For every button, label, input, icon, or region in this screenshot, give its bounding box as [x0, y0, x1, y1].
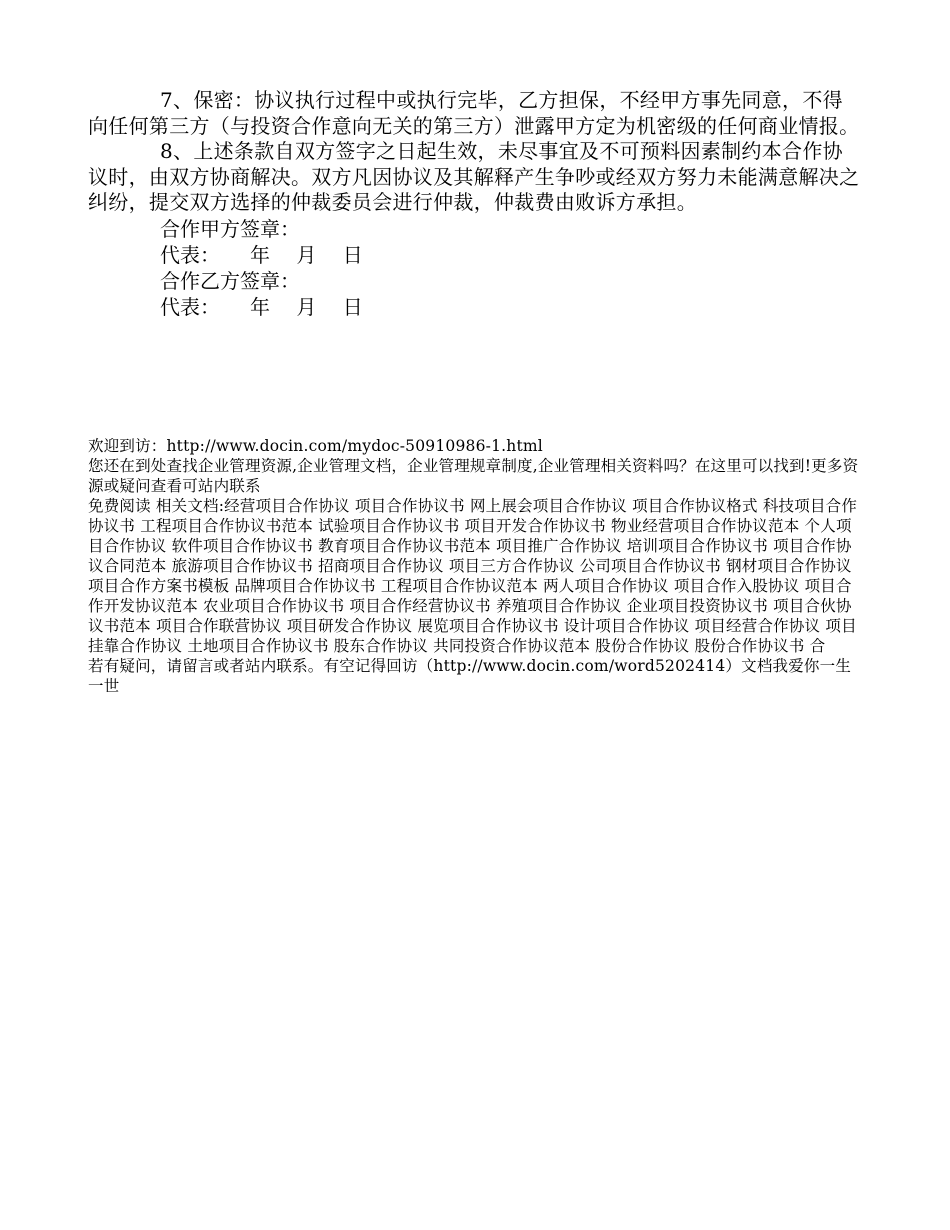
docin-footer — [88, 436, 863, 696]
related-doc-link[interactable]: 经营项目合作协议 — [224, 497, 350, 515]
related-doc-link[interactable]: 两人项目合作协议 — [543, 577, 669, 595]
related-doc-link[interactable]: 共同投资合作协议范本 — [433, 637, 591, 655]
related-doc-link[interactable]: 项目合作经营协议书 — [349, 597, 491, 615]
clause-7: 7、保密：协议执行过程中或执行完毕，乙方担保，不经甲方事先同意，不得向任何第三方（与投资合作意向无关的第三方）泄露甲方定为机密级的任何商业情报。 — [88, 88, 860, 138]
related-doc-link[interactable]: 旅游项目合作协议书 — [171, 557, 313, 575]
related-doc-link[interactable]: 项目合作协议合同范本 — [88, 537, 852, 575]
party-a-rep-date: 代表： 年 月 日 — [160, 242, 363, 267]
related-doc-link[interactable]: 项目经营合作协议 — [694, 617, 821, 635]
related-doc-link[interactable]: 招商项目合作协议 — [318, 557, 444, 575]
related-doc-link[interactable]: 项目三方合作协议 — [448, 557, 575, 575]
related-doc-link[interactable]: 公司项目合作协议书 — [579, 557, 721, 575]
related-doc-link[interactable]: 项目合作协议格式 — [632, 497, 758, 515]
related-doc-link[interactable]: 土地项目合作协议书 — [187, 637, 329, 655]
related-doc-link[interactable]: 物业经营项目合作协议范本 — [611, 517, 800, 535]
related-doc-link[interactable]: 项目合伙协议书范本 — [88, 597, 852, 635]
related-doc-link[interactable]: 展览项目合作协议书 — [417, 617, 559, 635]
related-doc-link[interactable]: 网上展会项目合作协议 — [469, 497, 627, 515]
related-doc-link[interactable]: 项目开发合作协议书 — [464, 517, 606, 535]
related-doc-link[interactable]: 项目挂靠合作协议 — [88, 617, 857, 655]
related-doc-link[interactable]: 培训项目合作协议书 — [626, 537, 769, 555]
related-docs-list — [88, 497, 857, 655]
related-doc-link[interactable]: 工程项目合作协议书范本 — [140, 517, 313, 535]
welcome-link[interactable]: 欢迎到访：http://www.docin.com/mydoc-50910986-1.html — [88, 437, 543, 455]
related-doc-link[interactable]: 项目研发合作协议 — [286, 617, 413, 635]
related-doc-link[interactable]: 股份合作协议书 — [694, 637, 805, 655]
related-doc-link[interactable]: 项目推广合作协议 — [495, 537, 622, 555]
related-doc-link[interactable]: 教育项目合作协议书范本 — [318, 537, 491, 555]
related-doc-link[interactable]: 品牌项目合作协议书 — [234, 577, 376, 595]
related-doc-link[interactable]: 合 — [809, 637, 826, 655]
related-doc-link[interactable]: 股份合作协议 — [595, 637, 690, 655]
promo-text: 您还在到处查找企业管理资源,企业管理文档，企业管理规章制度,企业管理相关资料吗？在这里可以找到!更多资源或疑问查看可站内联系 — [88, 457, 859, 495]
related-doc-link[interactable]: 企业项目投资协议书 — [626, 597, 769, 615]
related-doc-link[interactable]: 股东合作协议 — [333, 637, 428, 655]
related-docs — [88, 496, 863, 656]
related-doc-link[interactable]: 农业项目合作协议书 — [203, 597, 345, 615]
related-doc-link[interactable]: 工程项目合作协议范本 — [380, 577, 538, 595]
contract-body — [88, 88, 860, 320]
clause-8: 8、上述条款自双方签字之日起生效，未尽事宜及不可预料因素制约本合作协议时，由双方协商解决。双方凡因协议及其解释产生争吵或经双方努力未能满意解决之纠纷，提交双方选择的仲裁委员会进行仲裁，仲裁费由败诉方承担。 — [88, 139, 860, 214]
related-doc-link[interactable]: 个人项目合作协议 — [88, 517, 852, 555]
related-doc-link[interactable]: 科技项目合作协议书 — [88, 497, 858, 535]
related-prefix: 免费阅读 相关文档: — [88, 497, 225, 515]
related-doc-link[interactable]: 钢材项目合作协议 — [726, 557, 852, 575]
related-doc-link[interactable]: 项目合作联营协议 — [155, 617, 282, 635]
related-doc-link[interactable]: 项目合作协议书 — [354, 497, 465, 515]
related-doc-link[interactable]: 软件项目合作协议书 — [171, 537, 313, 555]
related-doc-link[interactable]: 设计项目合作协议 — [563, 617, 690, 635]
related-doc-link[interactable]: 养殖项目合作协议 — [495, 597, 622, 615]
party-b-seal: 合作乙方签章： — [160, 268, 300, 293]
related-doc-link[interactable]: 试验项目合作协议书 — [318, 517, 460, 535]
party-b-rep-date: 代表： 年 月 日 — [160, 294, 363, 319]
related-doc-link[interactable]: 项目合作方案书模板 — [88, 577, 230, 595]
closing-text: 若有疑问，请留言或者站内联系。有空记得回访（http://www.docin.com/word5202414）文档我爱你一生一世 — [88, 657, 852, 695]
related-doc-link[interactable]: 项目合作入股协议 — [673, 577, 800, 595]
party-a-seal: 合作甲方签章： — [160, 216, 300, 241]
related-doc-link[interactable]: 项目合作开发协议范本 — [88, 577, 852, 615]
